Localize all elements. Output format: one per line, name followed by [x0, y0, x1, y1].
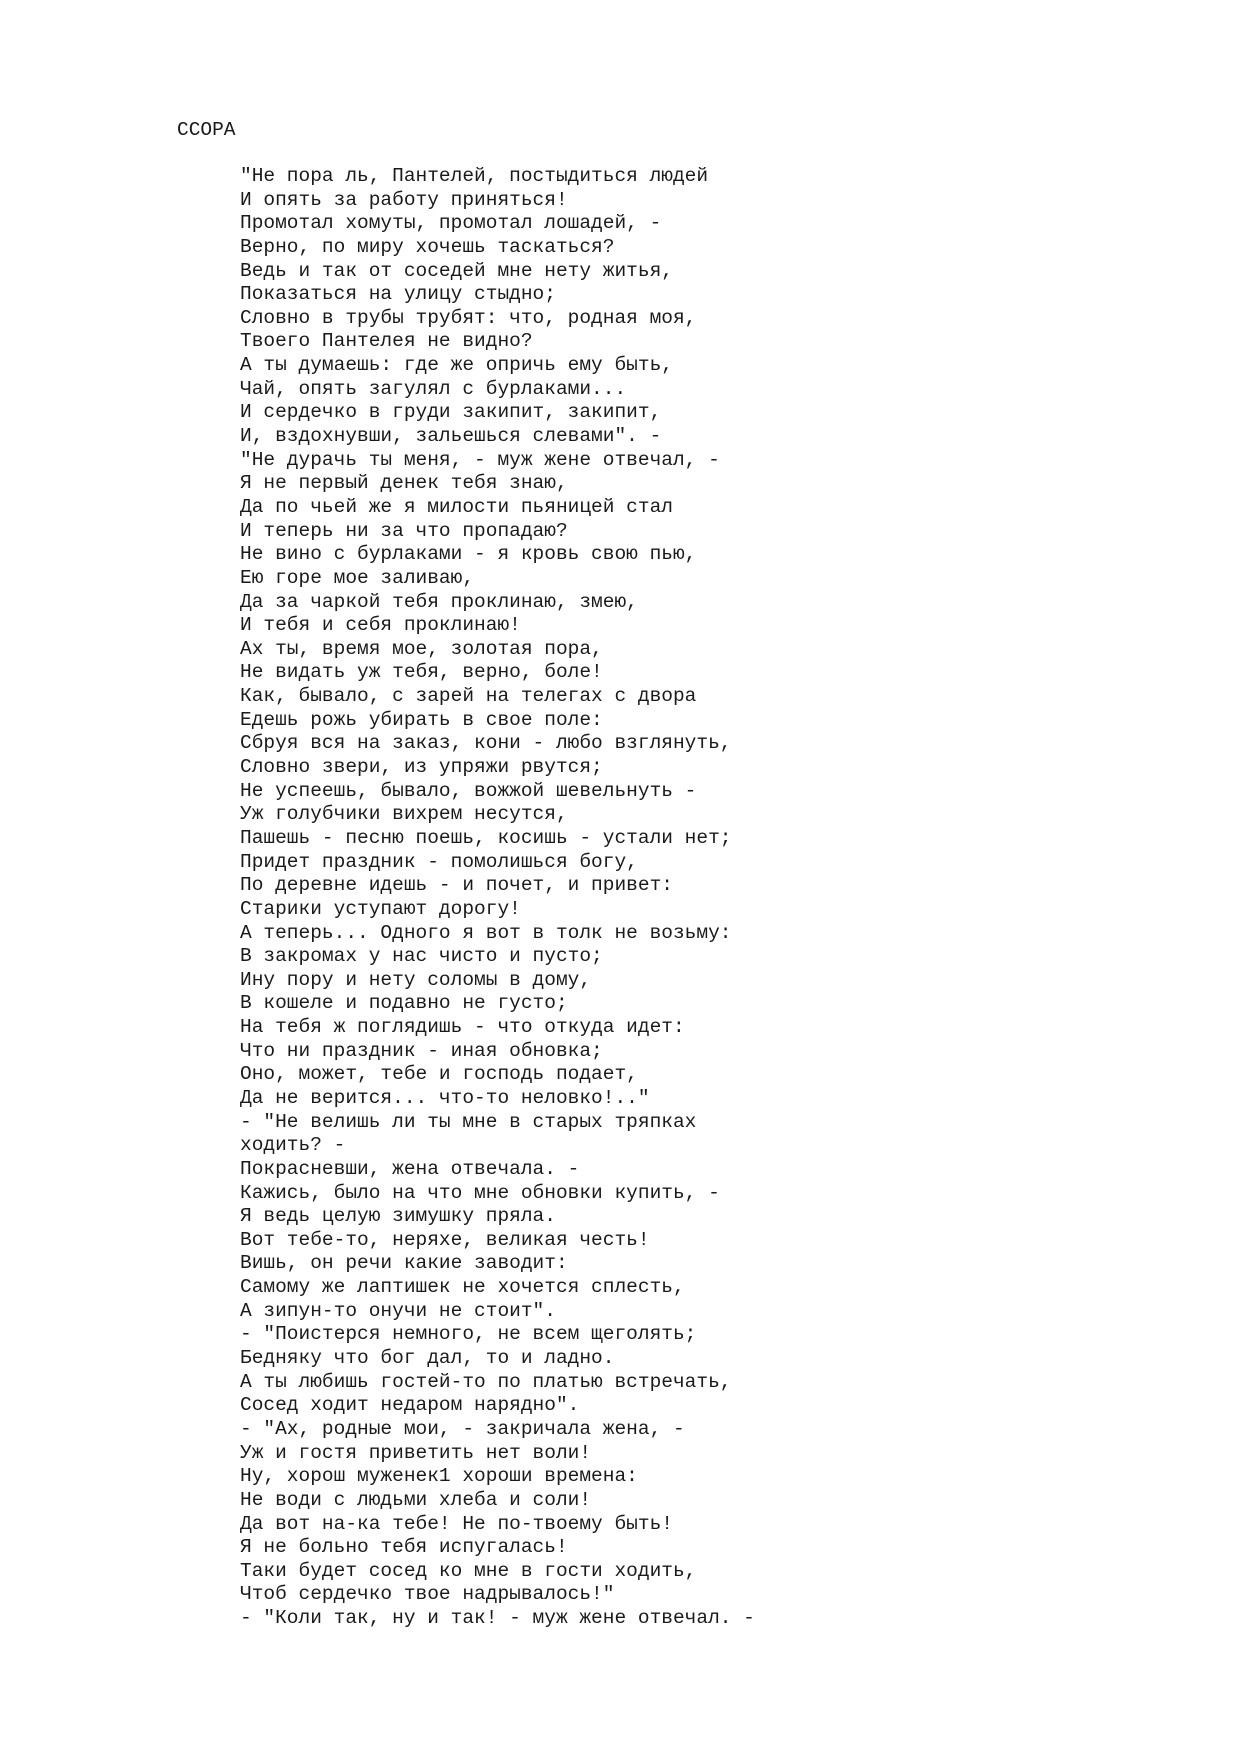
- poem-line: Бедняку что бог дал, то и ладно.: [240, 1347, 615, 1370]
- poem-line: Едешь рожь убирать в свое поле:: [240, 708, 603, 731]
- poem-line: Ах ты, время мое, золотая пора,: [240, 637, 603, 660]
- poem-line: Показаться на улицу стыдно;: [240, 283, 556, 306]
- poem-line: Ну, хорош муженек1 хороши времена:: [240, 1465, 638, 1488]
- poem-line: Как, бывало, с зарей на телегах с двора: [240, 685, 697, 708]
- poem-line: И тебя и себя проклинаю!: [240, 614, 521, 637]
- poem-line: Да вот на-ка тебе! Не по-твоему быть!: [240, 1512, 673, 1535]
- poem-line: Вишь, он речи какие заводит:: [240, 1252, 568, 1275]
- poem-line: И, вздохнувши, зальешься слевами". -: [240, 425, 662, 448]
- poem-line: Покрасневши, жена отвечала. -: [240, 1157, 580, 1180]
- poem-line: Кажись, было на что мне обновки купить, -: [240, 1181, 720, 1204]
- poem-line: В закромах у нас чисто и пусто;: [240, 945, 603, 968]
- poem-line: Да по чьей же я милости пьяницей стал: [240, 495, 673, 518]
- poem-line: В кошеле и подавно не густо;: [240, 992, 568, 1015]
- poem-line: По деревне идешь - и почет, и привет:: [240, 874, 673, 897]
- poem-line: - "Коли так, ну и так! - муж жене отвечал. -: [240, 1607, 755, 1630]
- poem-line: Верно, по миру хочешь таскаться?: [240, 235, 615, 258]
- poem-title: ССОРА: [177, 119, 236, 141]
- poem-line: Самому же лаптишек не хочется сплесть,: [240, 1276, 685, 1299]
- poem-line: И теперь ни за что пропадаю?: [240, 519, 568, 542]
- poem-line: Сосед ходит недаром нарядно".: [240, 1394, 580, 1417]
- poem-line: Я ведь целую зимушку пряла.: [240, 1205, 556, 1228]
- poem-line: Чай, опять загулял с бурлаками...: [240, 377, 627, 400]
- poem-line: И сердечко в груди закипит, закипит,: [240, 401, 662, 424]
- poem-line: А теперь... Одного я вот в толк не возьму:: [240, 921, 732, 944]
- poem-line: Твоего Пантелея не видно?: [240, 330, 533, 353]
- poem-line: Да не верится... что-то неловко!..": [240, 1086, 650, 1109]
- poem-line: Ину пору и нету соломы в дому,: [240, 968, 592, 991]
- poem-line: - "Не велишь ли ты мне в старых тряпках: [240, 1110, 697, 1133]
- poem-line: Промотал хомуты, промотал лошадей, -: [240, 212, 662, 235]
- poem-line: Оно, может, тебе и господь подает,: [240, 1063, 638, 1086]
- poem-line: Не видать уж тебя, верно, боле!: [240, 661, 603, 684]
- poem-line: Уж голубчики вихрем несутся,: [240, 803, 568, 826]
- poem-line: А зипун-то онучи не стоит".: [240, 1299, 556, 1322]
- poem-line: Пашешь - песню поешь, косишь - устали нет;: [240, 826, 732, 849]
- poem-line: Уж и гостя приветить нет воли!: [240, 1441, 592, 1464]
- poem-line: А ты любишь гостей-то по платью встречать,: [240, 1370, 732, 1393]
- poem-line: - "Ах, родные мои, - закричала жена, -: [240, 1417, 685, 1440]
- poem-line: Ею горе мое заливаю,: [240, 566, 475, 589]
- poem-line: Что ни праздник - иная обновка;: [240, 1039, 603, 1062]
- poem-line: Словно звери, из упряжи рвутся;: [240, 756, 603, 779]
- poem-line: Таки будет сосед ко мне в гости ходить,: [240, 1559, 697, 1582]
- poem-line: ходить? -: [240, 1134, 346, 1157]
- poem-line: Да за чаркой тебя проклинаю, змею,: [240, 590, 638, 613]
- poem-line: Сбруя вся на заказ, кони - любо взглянуть,: [240, 732, 732, 755]
- poem-line: На тебя ж поглядишь - что откуда идет:: [240, 1016, 685, 1039]
- poem-line: А ты думаешь: где же опричь ему быть,: [240, 354, 673, 377]
- poem-line: Не вино с бурлаками - я кровь свою пью,: [240, 543, 697, 566]
- poem-line: Я не первый денек тебя знаю,: [240, 472, 568, 495]
- poem-line: Словно в трубы трубят: что, родная моя,: [240, 306, 697, 329]
- poem-line: "Не дурачь ты меня, - муж жене отвечал, -: [240, 448, 720, 471]
- poem-line: Вот тебе-то, неряхе, великая честь!: [240, 1228, 650, 1251]
- poem-line: Старики уступают дорогу!: [240, 897, 521, 920]
- poem-line: Не успеешь, бывало, вожжой шевельнуть -: [240, 779, 697, 802]
- poem-line: Не води с людьми хлеба и соли!: [240, 1488, 592, 1511]
- poem-line: "Не пора ль, Пантелей, постыдиться людей: [240, 165, 709, 187]
- poem-line: И опять за работу приняться!: [240, 188, 568, 211]
- poem-body: [240, 165, 755, 1631]
- poem-line: - "Поистерся немного, не всем щеголять;: [240, 1323, 697, 1346]
- poem-line: Чтоб сердечко твое надрывалось!": [240, 1583, 615, 1606]
- poem-line: Придет праздник - помолишься богу,: [240, 850, 638, 873]
- poem-line: Ведь и так от соседей мне нету житья,: [240, 259, 673, 282]
- poem-line: Я не больно тебя испугалась!: [240, 1536, 568, 1559]
